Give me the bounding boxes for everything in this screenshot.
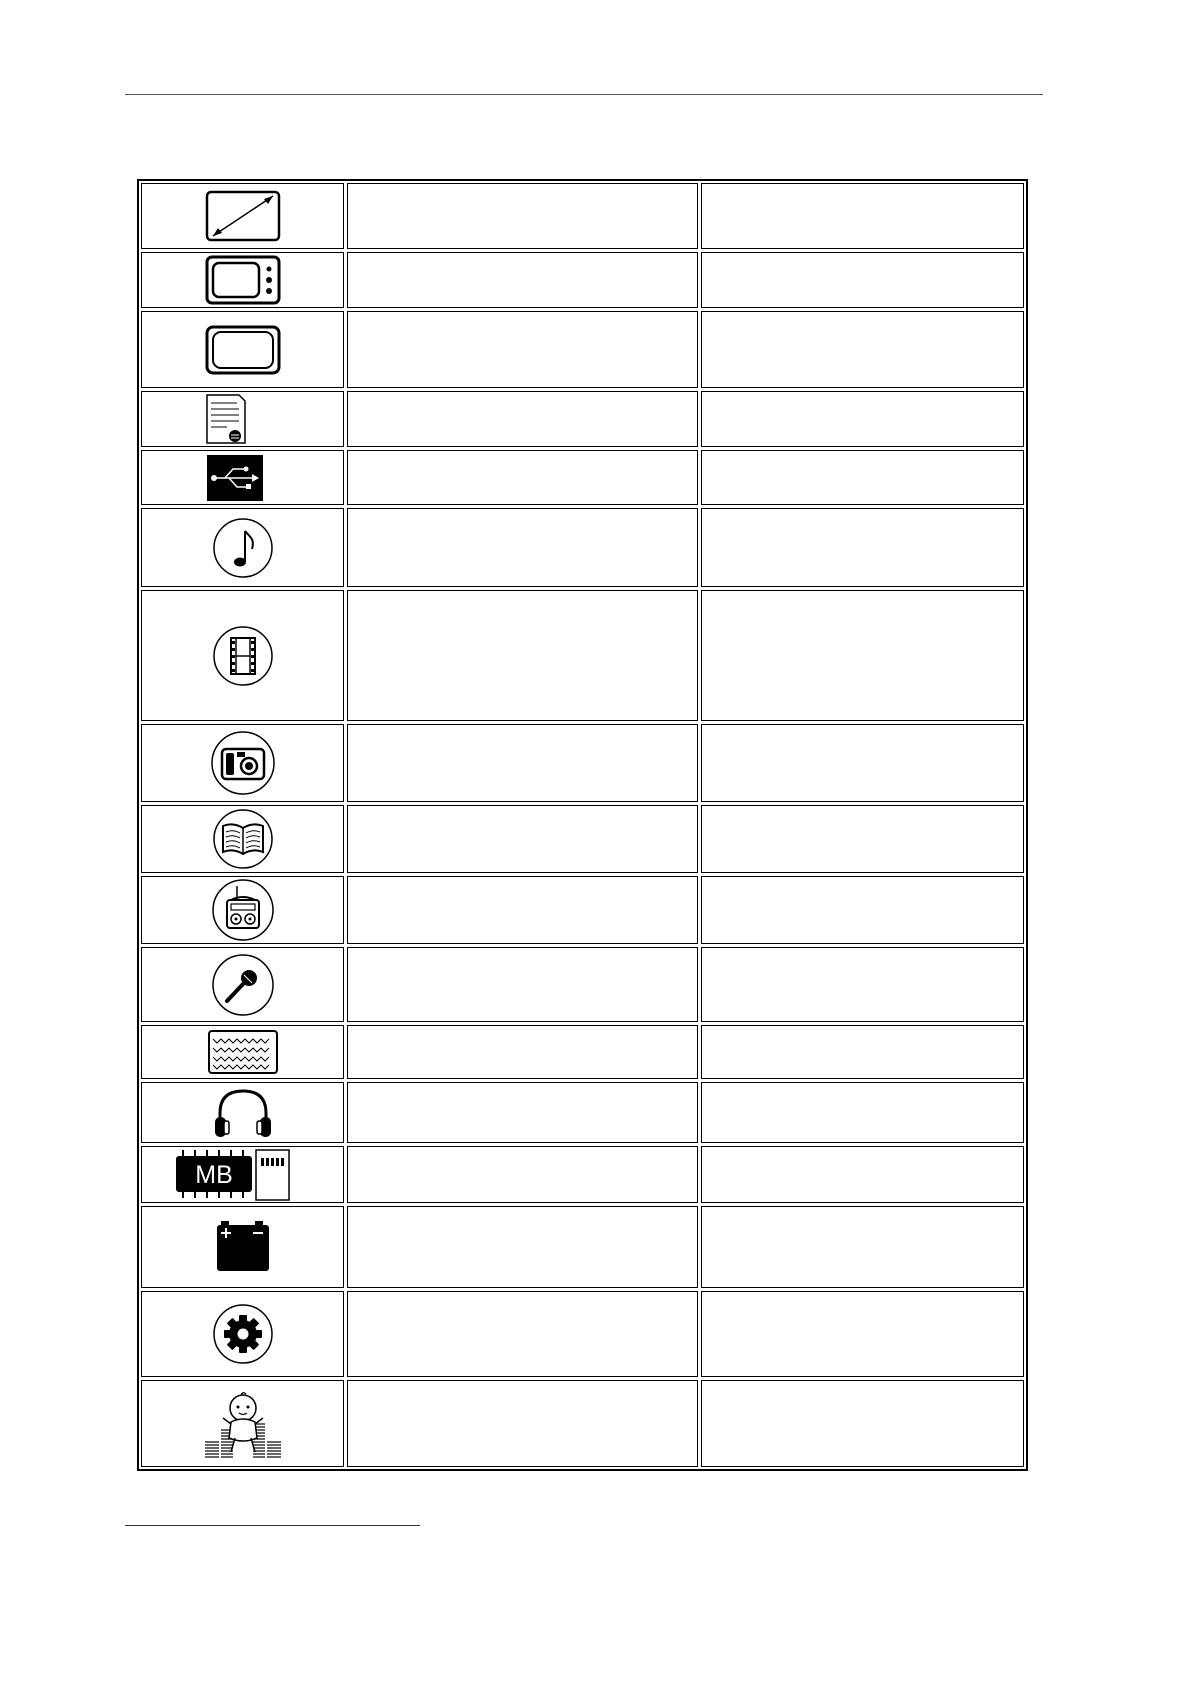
value-cell xyxy=(701,876,1024,944)
icon-cell xyxy=(141,311,344,388)
tv-icon xyxy=(205,255,281,305)
icon-cell xyxy=(141,805,344,873)
icon-cell xyxy=(141,1146,344,1203)
value-cell xyxy=(701,508,1024,587)
table-row xyxy=(141,183,1024,249)
baby-equalizer-icon xyxy=(203,1388,283,1460)
table-row xyxy=(141,450,1024,505)
description-cell xyxy=(347,183,698,249)
description-cell xyxy=(347,876,698,944)
film-icon xyxy=(212,625,274,687)
table-row xyxy=(141,590,1024,721)
table-row xyxy=(141,311,1024,388)
table-row xyxy=(141,1025,1024,1079)
description-cell xyxy=(347,1025,698,1079)
icon-cell xyxy=(141,724,344,802)
table-row xyxy=(141,1082,1024,1143)
header-rule xyxy=(125,94,1043,95)
description-cell xyxy=(347,252,698,308)
table-row xyxy=(141,1206,1024,1288)
icon-cell xyxy=(141,508,344,587)
table-row xyxy=(141,508,1024,587)
book-icon xyxy=(211,808,275,870)
usb-icon xyxy=(205,453,281,503)
table-row xyxy=(141,1291,1024,1377)
value-cell xyxy=(701,1146,1024,1203)
memory-chip-label: MB xyxy=(194,1160,233,1189)
value-cell xyxy=(701,947,1024,1022)
icon-cell xyxy=(141,1380,344,1467)
value-cell xyxy=(701,805,1024,873)
screen-diagonal-icon xyxy=(205,190,281,242)
memory-card-icon xyxy=(158,1148,328,1202)
table-row xyxy=(141,724,1024,802)
camera-icon xyxy=(209,730,277,796)
table-row xyxy=(141,947,1024,1022)
icon-cell xyxy=(141,947,344,1022)
icon-cell xyxy=(141,450,344,505)
description-cell xyxy=(347,508,698,587)
value-cell xyxy=(701,311,1024,388)
description-cell xyxy=(347,1082,698,1143)
description-cell xyxy=(347,805,698,873)
value-cell xyxy=(701,252,1024,308)
value-cell xyxy=(701,450,1024,505)
headphones-icon xyxy=(210,1085,276,1141)
speaker-grille-icon xyxy=(207,1029,279,1075)
description-cell xyxy=(347,1146,698,1203)
screen-frame-icon xyxy=(205,325,281,375)
value-cell xyxy=(701,1380,1024,1467)
description-cell xyxy=(347,1291,698,1377)
description-cell xyxy=(347,311,698,388)
icon-cell xyxy=(141,1206,344,1288)
settings-gear-icon xyxy=(212,1303,274,1365)
table-row xyxy=(141,1146,1024,1203)
description-cell xyxy=(347,947,698,1022)
table-row xyxy=(141,1380,1024,1467)
table-row xyxy=(141,805,1024,873)
battery-icon xyxy=(213,1219,273,1275)
icon-cell xyxy=(141,1082,344,1143)
spec-table xyxy=(137,179,1028,1471)
description-cell xyxy=(347,724,698,802)
icon-cell xyxy=(141,876,344,944)
icon-cell xyxy=(141,1025,344,1079)
value-cell xyxy=(701,1025,1024,1079)
description-cell xyxy=(347,590,698,721)
radio-icon xyxy=(211,878,275,942)
icon-cell xyxy=(141,391,344,447)
value-cell xyxy=(701,1206,1024,1288)
value-cell xyxy=(701,391,1024,447)
music-note-icon xyxy=(212,517,274,579)
icon-cell xyxy=(141,1291,344,1377)
icon-cell xyxy=(141,252,344,308)
table-row xyxy=(141,876,1024,944)
icon-cell xyxy=(141,183,344,249)
description-cell xyxy=(347,391,698,447)
table-row xyxy=(141,391,1024,447)
icon-cell xyxy=(141,590,344,721)
value-cell xyxy=(701,590,1024,721)
value-cell xyxy=(701,1082,1024,1143)
description-cell xyxy=(347,450,698,505)
table-row xyxy=(141,252,1024,308)
microphone-icon xyxy=(211,953,275,1017)
document-icon xyxy=(205,393,281,445)
footnote-rule xyxy=(125,1525,420,1526)
value-cell xyxy=(701,724,1024,802)
value-cell xyxy=(701,1291,1024,1377)
description-cell xyxy=(347,1380,698,1467)
value-cell xyxy=(701,183,1024,249)
description-cell xyxy=(347,1206,698,1288)
